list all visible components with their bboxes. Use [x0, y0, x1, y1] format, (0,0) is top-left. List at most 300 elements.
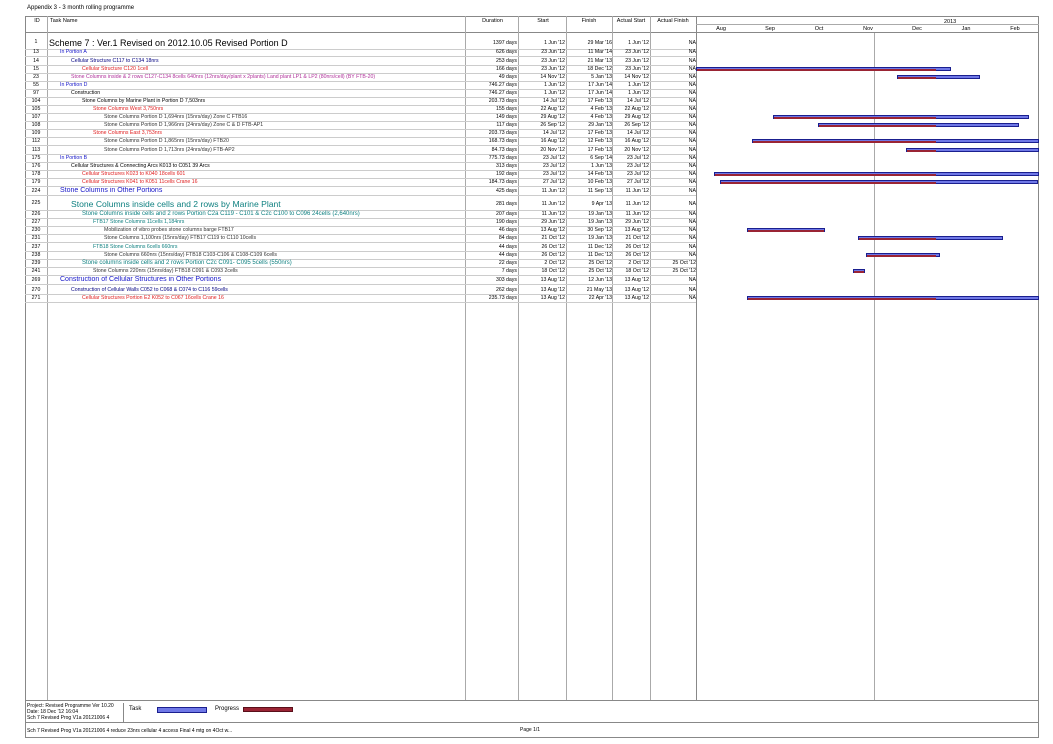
task-actual-start: 23 Jul '12: [626, 163, 649, 169]
task-name: In Portion A: [60, 49, 87, 55]
task-start: 14 Jul '12: [542, 98, 565, 104]
task-duration: 1397 days: [493, 40, 517, 46]
col-header-start[interactable]: Start: [537, 18, 549, 24]
task-actual-finish: NA: [688, 66, 696, 72]
task-start: 2 Oct '12: [544, 260, 565, 266]
task-id: 113: [31, 147, 41, 153]
task-actual-finish: NA: [688, 277, 696, 283]
task-actual-finish: NA: [688, 49, 696, 55]
task-actual-finish: NA: [688, 252, 696, 258]
task-finish: 6 Sep '14: [590, 155, 612, 161]
task-start: 20 Nov '12: [540, 147, 565, 153]
task-name: Mobilization of vibro probes stone columns barge FTB17: [104, 227, 234, 233]
task-duration: 207 days: [495, 211, 517, 217]
task-start: 16 Aug '12: [540, 138, 565, 144]
table-row[interactable]: [25, 97, 696, 105]
task-id: 178: [31, 171, 41, 177]
task-finish: 11 Mar '14: [588, 49, 612, 55]
task-finish: 17 Jun '14: [588, 90, 612, 96]
task-duration: 425 days: [495, 188, 517, 194]
task-actual-finish: NA: [688, 211, 696, 217]
task-id: 179: [31, 179, 41, 185]
timeline-month: Oct: [814, 26, 824, 32]
task-start: 11 Jun '12: [541, 201, 565, 207]
table-row[interactable]: [25, 154, 696, 162]
task-actual-finish: NA: [688, 235, 696, 241]
task-start: 21 Oct '12: [541, 235, 565, 241]
task-start: 29 Jun '12: [541, 219, 565, 225]
project-info: [27, 703, 124, 722]
task-start: 23 Jul '12: [542, 163, 565, 169]
task-actual-start: 11 Jun '12: [625, 201, 649, 207]
task-duration: 190 days: [495, 219, 517, 225]
task-duration: 262 days: [495, 287, 517, 293]
task-actual-finish: NA: [688, 82, 696, 88]
task-actual-start: 21 Oct '12: [625, 235, 649, 241]
task-actual-finish: NA: [688, 106, 696, 112]
gantt-progress-bar: [859, 238, 936, 240]
task-id: 237: [31, 244, 41, 250]
task-actual-finish: NA: [688, 90, 696, 96]
task-id: 108: [31, 122, 41, 128]
task-name: Construction of Cellular Walls C052 to C068 & C074 to C116 59cells: [71, 287, 228, 293]
task-name: Stone Columns Portion D 1,966nrs (24nrs/day) Zone C & D FTB-AP1: [104, 122, 264, 128]
col-header-actual-finish[interactable]: Actual Finish: [657, 18, 689, 24]
task-actual-start: 27 Jul '12: [626, 179, 649, 185]
task-finish: 25 Oct '12: [588, 268, 612, 274]
task-duration: 84 days: [498, 235, 517, 241]
task-start: 1 Jun '12: [544, 40, 565, 46]
task-duration: 7 days: [501, 268, 517, 274]
task-name: Stone Columns by Marine Plant in Portion D 7,503nrs: [82, 98, 206, 104]
task-actual-finish: NA: [688, 98, 696, 104]
task-start: 11 Jun '12: [541, 188, 565, 194]
task-id: 104: [31, 98, 41, 104]
task-duration: 166 days: [495, 66, 517, 72]
col-header-finish[interactable]: Finish: [581, 18, 597, 24]
task-duration: 203.73 days: [488, 130, 517, 136]
task-actual-start: 23 Jun '12: [625, 58, 649, 64]
gantt-task-bar[interactable]: [818, 123, 1019, 127]
task-duration: 253 days: [495, 58, 517, 64]
task-finish: 1 Jun '13: [591, 163, 612, 169]
table-row[interactable]: [25, 121, 696, 129]
gantt-progress-bar: [898, 77, 937, 79]
row-divider: [25, 284, 696, 285]
task-actual-start: 20 Nov '12: [624, 147, 649, 153]
task-actual-finish: NA: [688, 287, 696, 293]
task-name: Stone Columns West 3,750nrs: [93, 106, 164, 112]
table-row[interactable]: [25, 137, 696, 145]
task-actual-finish: NA: [688, 244, 696, 250]
task-finish: 30 Sep '12: [587, 227, 612, 233]
task-start: 13 Aug '12: [540, 295, 565, 301]
task-finish: 12 Feb '13: [587, 138, 612, 144]
task-duration: 303 days: [495, 277, 517, 283]
task-id: 176: [31, 163, 41, 169]
task-start: 26 Oct '12: [541, 252, 565, 258]
table-row[interactable]: [25, 243, 696, 251]
legend-footer: [25, 700, 1039, 723]
task-actual-start: 26 Oct '12: [625, 244, 649, 250]
task-id: 238: [31, 252, 41, 258]
task-id: 239: [31, 260, 41, 266]
task-start: 23 Jun '12: [541, 58, 565, 64]
gantt-task-bar[interactable]: [714, 172, 1039, 176]
task-start: 23 Jul '12: [542, 171, 565, 177]
gantt-progress-bar: [721, 182, 936, 184]
table-row[interactable]: [25, 294, 696, 302]
legend-progress-label: Progress: [215, 706, 240, 712]
task-duration: 313 days: [495, 163, 517, 169]
task-start: 23 Jun '12: [541, 66, 565, 72]
task-duration: 281 days: [495, 201, 517, 207]
task-actual-start: 2 Oct '12: [628, 260, 649, 266]
task-finish: 17 Feb '13: [587, 130, 612, 136]
gantt-progress-bar: [748, 230, 823, 232]
task-id: 226: [31, 211, 41, 217]
task-finish: 22 Apr '13: [588, 295, 612, 301]
task-finish: 25 Oct '12: [588, 260, 612, 266]
task-actual-finish: NA: [688, 155, 696, 161]
table-row[interactable]: [25, 226, 696, 234]
task-name: Stone Columns 1,100nrs (15nrs/day) FTB17 C119 to C110 10cells: [104, 235, 257, 241]
legend-task-swatch: [157, 707, 207, 713]
task-duration: 192 days: [495, 171, 517, 177]
table-row[interactable]: [25, 286, 696, 294]
task-actual-start: 23 Jul '12: [626, 171, 649, 177]
task-duration: 117 days: [496, 122, 517, 128]
task-id: 230: [31, 227, 41, 233]
task-name: FTB18 Stone Columns 6cells 660nrs: [93, 244, 178, 250]
task-name: Scheme 7 : Ver.1 Revised on 2012.10.05 Revised Portion D: [49, 38, 288, 48]
task-actual-start: 13 Aug '12: [624, 287, 649, 293]
task-duration: 44 days: [498, 244, 517, 250]
task-name: Stone Columns East 3,753nrs: [93, 130, 162, 136]
task-start: 13 Aug '12: [540, 277, 565, 283]
task-actual-start: 13 Aug '12: [624, 227, 649, 233]
table-row[interactable]: [25, 187, 696, 195]
table-row[interactable]: [25, 129, 696, 137]
table-row[interactable]: [25, 73, 696, 81]
timeline-month: Sep: [765, 26, 775, 32]
timeline-year: 2013: [944, 19, 957, 25]
task-id: 225: [31, 200, 41, 206]
task-id: 271: [31, 295, 41, 301]
task-start: 29 Aug '12: [540, 114, 565, 120]
table-row[interactable]: [25, 178, 696, 186]
task-finish: 19 Jan '13: [588, 235, 612, 241]
task-name: Stone Columns inside cells and 2 rows by Marine Plant: [71, 199, 281, 209]
gantt-progress-bar: [774, 117, 936, 119]
task-start: 13 Aug '12: [540, 227, 565, 233]
task-id: 55: [33, 82, 39, 88]
task-actual-start: 1 Jun '12: [628, 40, 649, 46]
task-name: Construction: [71, 90, 101, 96]
task-name: Stone Columns Portion D 1,865nrs (15nrs/day) FTB20: [104, 138, 229, 144]
col-header-actual-start[interactable]: Actual Start: [616, 18, 646, 24]
task-finish: 9 Apr '13: [591, 201, 612, 207]
gantt-task-bar[interactable]: [906, 148, 1039, 152]
table-row[interactable]: [25, 218, 696, 226]
task-name: Cellular Structures K023 to K040 18cells 601: [82, 171, 186, 177]
task-actual-start: 14 Jul '12: [626, 98, 649, 104]
task-start: 22 Aug '12: [540, 106, 565, 112]
gantt-progress-bar: [748, 298, 936, 300]
gantt-progress-bar: [907, 150, 936, 152]
table-row[interactable]: [25, 259, 696, 267]
task-actual-start: 26 Oct '12: [625, 252, 649, 258]
task-duration: 22 days: [498, 260, 517, 266]
task-actual-start: 16 Aug '12: [624, 138, 649, 144]
task-finish: 21 May '13: [586, 287, 612, 293]
gantt-task-bar[interactable]: [720, 180, 1038, 184]
gantt-progress-bar: [753, 141, 936, 143]
task-actual-finish: NA: [688, 227, 696, 233]
task-start: 26 Oct '12: [541, 244, 565, 250]
task-duration: 149 days: [495, 114, 517, 120]
task-duration: 203.73 days: [488, 98, 517, 104]
gantt-task-bar[interactable]: [747, 296, 1039, 300]
task-duration: 84.73 days: [491, 147, 517, 153]
task-finish: 29 Jan '13: [588, 122, 612, 128]
task-start: 26 Sep '12: [540, 122, 565, 128]
task-duration: 626 days: [495, 49, 517, 55]
project-name: Project: Revised Programme Ver 10.20: [27, 703, 114, 709]
task-name: Stone Columns Portion D 1,694nrs (15nrs/day) Zone C FTB16: [104, 114, 248, 120]
timeline-month: Jan: [961, 26, 971, 32]
table-row[interactable]: [25, 276, 696, 284]
task-actual-finish: NA: [688, 188, 696, 194]
task-name: Stone Columns 220nrs (15nrs/day) FTB18 C091 & C093 2cells: [93, 268, 238, 274]
task-actual-finish: NA: [688, 295, 696, 301]
timeline-month: Feb: [1010, 26, 1020, 32]
task-start: 11 Jun '12: [541, 211, 565, 217]
gantt-chart: [696, 16, 1039, 700]
task-id: 269: [31, 277, 41, 283]
task-id: 227: [31, 219, 41, 225]
col-header-duration[interactable]: Duration: [482, 18, 503, 24]
task-name: Construction of Cellular Structures in Other Portions: [60, 276, 222, 283]
task-actual-finish: NA: [688, 74, 696, 80]
task-actual-start: 14 Jul '12: [626, 130, 649, 136]
table-row[interactable]: [25, 81, 696, 89]
task-start: 23 Jun '12: [541, 49, 565, 55]
table-row[interactable]: [25, 267, 696, 275]
task-start: 13 Aug '12: [540, 287, 565, 293]
row-divider: [25, 195, 696, 196]
timeline-month: Aug: [716, 26, 726, 32]
task-actual-finish: 25 Oct '12: [672, 268, 696, 274]
timeline-month: Dec: [912, 26, 922, 32]
task-name: Cellular Structures & Connecting Arcs K013 to C051 39 Arcs: [71, 163, 210, 169]
task-finish: 12 Jun '13: [588, 277, 612, 283]
task-name: Cellular Structure C117 to C134 18nrs: [71, 58, 159, 64]
task-actual-start: 22 Aug '12: [624, 106, 649, 112]
task-id: 175: [31, 155, 41, 161]
task-actual-start: 11 Jun '12: [625, 211, 649, 217]
task-actual-finish: NA: [688, 58, 696, 64]
task-name: Cellular Structures Portion E2 K052 to C067 16cells Crane 16: [82, 295, 224, 301]
gantt-progress-bar: [854, 271, 863, 273]
task-finish: 10 Feb '13: [587, 179, 612, 185]
task-finish: 17 Feb '13: [587, 98, 612, 104]
task-duration: 746.27 days: [488, 82, 517, 88]
task-start: 23 Jul '12: [542, 155, 565, 161]
task-name: Stone Columns inside & 2 rows C127-C134 8cells 640nrs (12nrs/day/plant x 2plants) Land plant LP1 & LP2 (80nrs/cell) (BY FTB-20): [71, 74, 376, 80]
status-date-line: [874, 33, 875, 700]
legend-task-label: Task: [129, 706, 142, 712]
table-row[interactable]: [25, 89, 696, 97]
table-row[interactable]: [25, 65, 696, 73]
task-actual-finish: NA: [688, 40, 696, 46]
task-id: 107: [31, 114, 41, 120]
task-start: 14 Jul '12: [542, 130, 565, 136]
task-duration: 44 days: [498, 252, 517, 258]
task-actual-finish: NA: [688, 130, 696, 136]
task-duration: 775.73 days: [488, 155, 517, 161]
row-divider: [25, 302, 696, 303]
task-name: Stone columns inside cells and 2 rows Portion C2c C091- C095 5cells (550nrs): [82, 260, 292, 266]
task-finish: 14 Feb '13: [587, 171, 612, 177]
task-name: Stone Columns in Other Portions: [60, 187, 163, 194]
table-row[interactable]: [25, 105, 696, 113]
table-row[interactable]: [25, 210, 696, 218]
task-id: 109: [31, 130, 41, 136]
col-header-name[interactable]: Task Name: [50, 18, 78, 24]
project-sch: Sch 7 Revised Prog V1a 20121006 4: [27, 715, 110, 721]
task-start: 18 Oct '12: [541, 268, 565, 274]
task-name: FTB17 Stone Columns 11cells 1,184nrs: [93, 219, 185, 225]
task-finish: 18 Dec '12: [587, 66, 612, 72]
task-actual-finish: NA: [688, 179, 696, 185]
task-actual-finish: NA: [688, 219, 696, 225]
task-finish: 21 Mar '13: [587, 58, 612, 64]
task-name: Cellular Structure C120 1cell: [82, 66, 149, 72]
task-name: In Portion B: [60, 155, 88, 161]
task-name: Cellular Structures K041 to K051 11cells Crane 16: [82, 179, 198, 185]
table-row[interactable]: [25, 162, 696, 170]
task-duration: 155 days: [495, 106, 517, 112]
task-actual-finish: NA: [688, 147, 696, 153]
sheet-title: Appendix 3 - 3 month rolling programme: [27, 5, 135, 11]
task-actual-start: 26 Sep '12: [624, 122, 649, 128]
task-id: 97: [33, 90, 39, 96]
gantt-progress-bar: [697, 69, 936, 71]
task-id: 224: [31, 188, 41, 194]
table-row[interactable]: [25, 170, 696, 178]
task-duration: 184.73 days: [488, 179, 517, 185]
table-row[interactable]: [25, 57, 696, 65]
task-name: In Portion D: [60, 82, 88, 88]
task-duration: 235.73 days: [488, 295, 517, 301]
task-finish: 17 Feb '13: [587, 147, 612, 153]
gantt-progress-bar: [715, 174, 937, 176]
gantt-progress-bar: [819, 125, 936, 127]
task-actual-start: 18 Oct '12: [625, 268, 649, 274]
task-actual-start: 29 Aug '12: [624, 114, 649, 120]
gantt-task-bar[interactable]: [897, 75, 981, 79]
task-actual-start: 13 Aug '12: [624, 277, 649, 283]
task-id: 105: [31, 106, 41, 112]
gantt-task-bar[interactable]: [866, 253, 940, 257]
task-finish: 19 Jan '13: [588, 219, 612, 225]
task-id: 241: [31, 268, 41, 274]
table-row[interactable]: [25, 48, 696, 56]
task-id: 270: [31, 287, 41, 293]
task-finish: 5 Jan '13: [591, 74, 612, 80]
task-id: 23: [33, 74, 39, 80]
legend-progress-swatch: [243, 707, 293, 712]
task-actual-start: 1 Jun '12: [628, 82, 649, 88]
task-id: 1: [34, 39, 38, 45]
task-actual-start: 23 Jun '12: [625, 49, 649, 55]
table-row[interactable]: [25, 199, 696, 210]
task-start: 27 Jul '12: [542, 179, 565, 185]
task-start: 14 Nov '12: [540, 74, 565, 80]
table-row[interactable]: [25, 146, 696, 154]
task-actual-finish: NA: [688, 114, 696, 120]
gantt-task-bar[interactable]: [858, 236, 1003, 240]
table-row[interactable]: [25, 113, 696, 121]
bottom-note: Sch 7 Revised Prog V1a 20121006 4 reduce 23nrs cellular 4 access Final 4 mtg on 4Oct w...: [27, 728, 233, 734]
task-finish: 11 Dec '12: [587, 252, 612, 258]
gantt-task-bar[interactable]: [752, 139, 1039, 143]
task-actual-start: 13 Aug '12: [624, 295, 649, 301]
task-name: Stone Columns inside cells and 2 rows Portion C2a C119 - C101 & C2c C100 to C096 24cells (2,640nrs): [82, 211, 360, 217]
task-id: 13: [33, 49, 39, 55]
task-actual-start: 23 Jul '12: [626, 155, 649, 161]
timeline-bottom: [696, 32, 1039, 34]
gantt-task-bar[interactable]: [773, 115, 1028, 119]
task-actual-finish: NA: [688, 201, 696, 207]
task-start: 1 Jun '12: [544, 82, 565, 88]
task-duration: 46 days: [498, 227, 517, 233]
task-finish: 19 Jan '13: [588, 211, 612, 217]
task-actual-finish: NA: [688, 163, 696, 169]
gantt-task-bar[interactable]: [853, 269, 864, 273]
task-actual-start: 1 Jun '12: [628, 90, 649, 96]
col-header-id[interactable]: ID: [34, 18, 40, 24]
gantt-task-bar[interactable]: [696, 67, 951, 71]
task-id: 15: [33, 66, 39, 72]
task-actual-start: 14 Nov '12: [624, 74, 649, 80]
gantt-progress-bar: [867, 255, 936, 257]
page-number: Page 1/1: [520, 727, 541, 733]
task-finish: 4 Feb '13: [590, 114, 612, 120]
task-finish: 17 Jun '14: [588, 82, 612, 88]
task-actual-finish: 25 Oct '12: [672, 260, 696, 266]
task-actual-start: 11 Jun '12: [625, 188, 649, 194]
table-row[interactable]: [25, 251, 696, 259]
task-id: 14: [33, 58, 39, 64]
table-row[interactable]: [25, 234, 696, 242]
task-id: 112: [31, 138, 41, 144]
task-finish: 4 Feb '13: [590, 106, 612, 112]
task-duration: 168.73 days: [488, 138, 517, 144]
task-actual-finish: NA: [688, 171, 696, 177]
task-name: Stone Columns 660nrs (15nrs/day) FTB18 C103-C106 & C108-C109 6cells: [104, 252, 278, 258]
task-finish: 29 Mar '16: [587, 40, 612, 46]
project-date: Date: 18 Dec '12 16:04: [27, 709, 78, 715]
gantt-task-bar[interactable]: [747, 228, 824, 232]
task-actual-finish: NA: [688, 122, 696, 128]
task-id: 231: [31, 235, 41, 241]
task-duration: 49 days: [498, 74, 517, 80]
task-name: Stone Columns Portion D 1,713nrs (24nrs/day) FTB-AP2: [104, 147, 235, 153]
timeline-month: Nov: [863, 26, 873, 32]
task-actual-finish: NA: [688, 138, 696, 144]
